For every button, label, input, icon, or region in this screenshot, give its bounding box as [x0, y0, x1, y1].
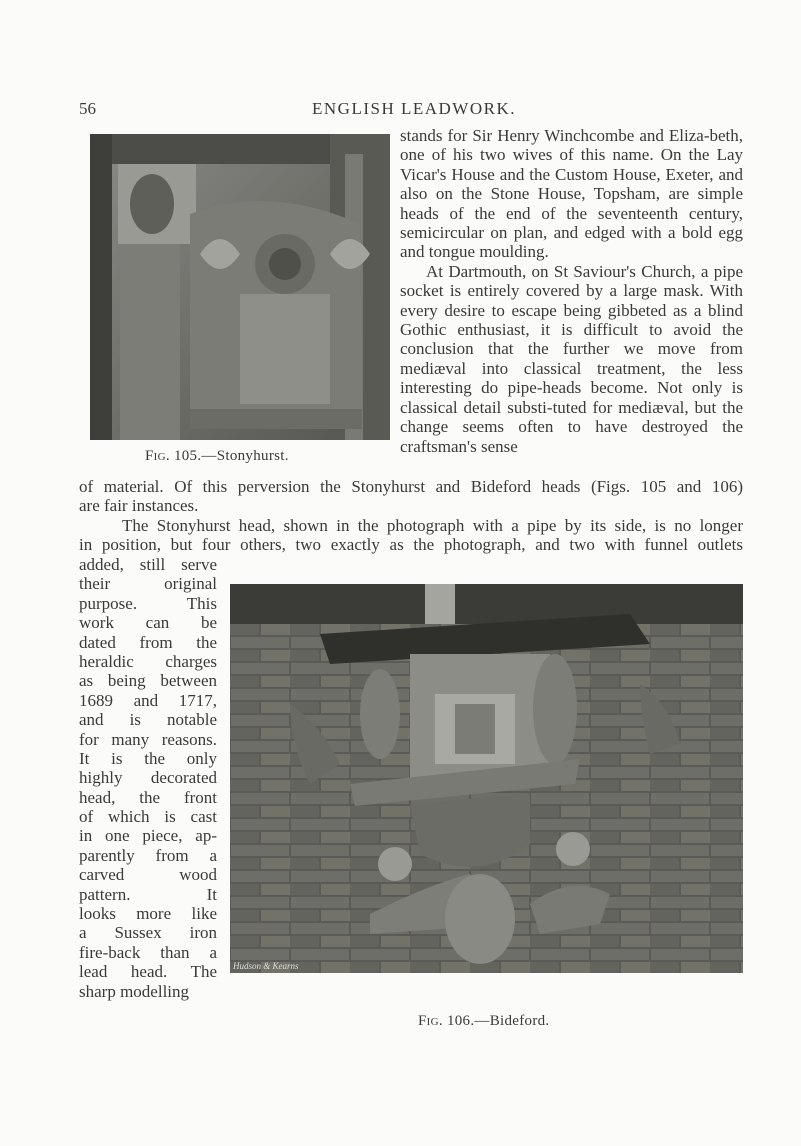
text-line: head, the front: [79, 787, 217, 807]
text-line: work can be: [79, 613, 217, 633]
text-line: The Stonyhurst head, shown in the photograph with a pipe by its side, is no longer: [122, 515, 743, 535]
text-line: as being between: [79, 671, 217, 691]
figure-caption-text: 106.—Bideford.: [442, 1013, 550, 1029]
figure-105-photo: [90, 134, 390, 440]
text-line: added, still serve: [79, 555, 217, 574]
text-line: It is the only: [79, 748, 217, 768]
text-line: a Sussex iron: [79, 923, 217, 943]
figure-label: Fig.: [145, 448, 170, 464]
text-line: purpose. This: [79, 593, 217, 613]
text-line: carved wood: [79, 865, 217, 885]
narrow-text-column: [79, 555, 217, 1001]
text-line: in position, but four others, two exactly as the photograph, and two with funnel outlets: [79, 535, 743, 555]
text-line: fire-back than a: [79, 942, 217, 962]
text-line: for many reasons.: [79, 729, 217, 749]
text-line: pattern. It: [79, 884, 217, 904]
text-line: of which is cast: [79, 807, 217, 827]
full-width-text: [79, 477, 743, 555]
text-line: highly decorated: [79, 768, 217, 788]
text-line: lead head. The: [79, 962, 217, 982]
text-line: looks more like: [79, 904, 217, 924]
figure-106-photo: [230, 584, 743, 973]
text-column-right: [400, 126, 743, 456]
figure-caption-text: 105.—Stonyhurst.: [169, 448, 289, 464]
figure-105-caption: [145, 448, 289, 465]
text-line: dated from the: [79, 632, 217, 652]
text-line: and is notable: [79, 710, 217, 730]
page-number: 56: [79, 99, 96, 118]
figure-label: Fig.: [418, 1013, 443, 1029]
text-line: heraldic charges: [79, 651, 217, 671]
paragraph: At Dartmouth, on St Saviour's Church, a pipe socket is entirely covered by a large mask. With every desire to escape being gibbeted as a blind Gothic enthusiast, it is difficult to avoid the conclusion that the further we move from mediæval into classical treatment, the less interesting do pipe-heads become. Not only is classical detail substi-tuted for mediæval, but the change seems often to have destroyed the craftsman's sense: [400, 261, 743, 456]
text-line: sharp modelling: [79, 981, 190, 1001]
text-line: parently from a: [79, 845, 217, 865]
text-line: of material. Of this perversion the Stonyhurst and Bideford heads (Figs. 105 and 106): [79, 477, 743, 496]
figure-106-caption: [418, 1013, 549, 1030]
paragraph: stands for Sir Henry Winchcombe and Eliza-beth, one of his two wives of this name. On the Lay Vicar's House and the Custom House, Exeter, and also on the Stone House, Topsham, are simple heads of the end of the seventeenth century, semicircular on plan, and edged with a bold egg and tongue moulding.: [400, 126, 743, 262]
bideford-pipe-head-illustration: [230, 584, 743, 973]
text-line: are fair instances.: [79, 496, 199, 516]
stonyhurst-pipe-head-illustration: [90, 134, 390, 440]
text-line: in one piece, ap-: [79, 826, 217, 846]
text-line: 1689 and 1717,: [79, 690, 217, 710]
running-head: ENGLISH LEADWORK.: [312, 99, 516, 118]
text-line: their original: [79, 574, 217, 594]
photo-credit: Hudson & Kearns: [233, 961, 299, 971]
